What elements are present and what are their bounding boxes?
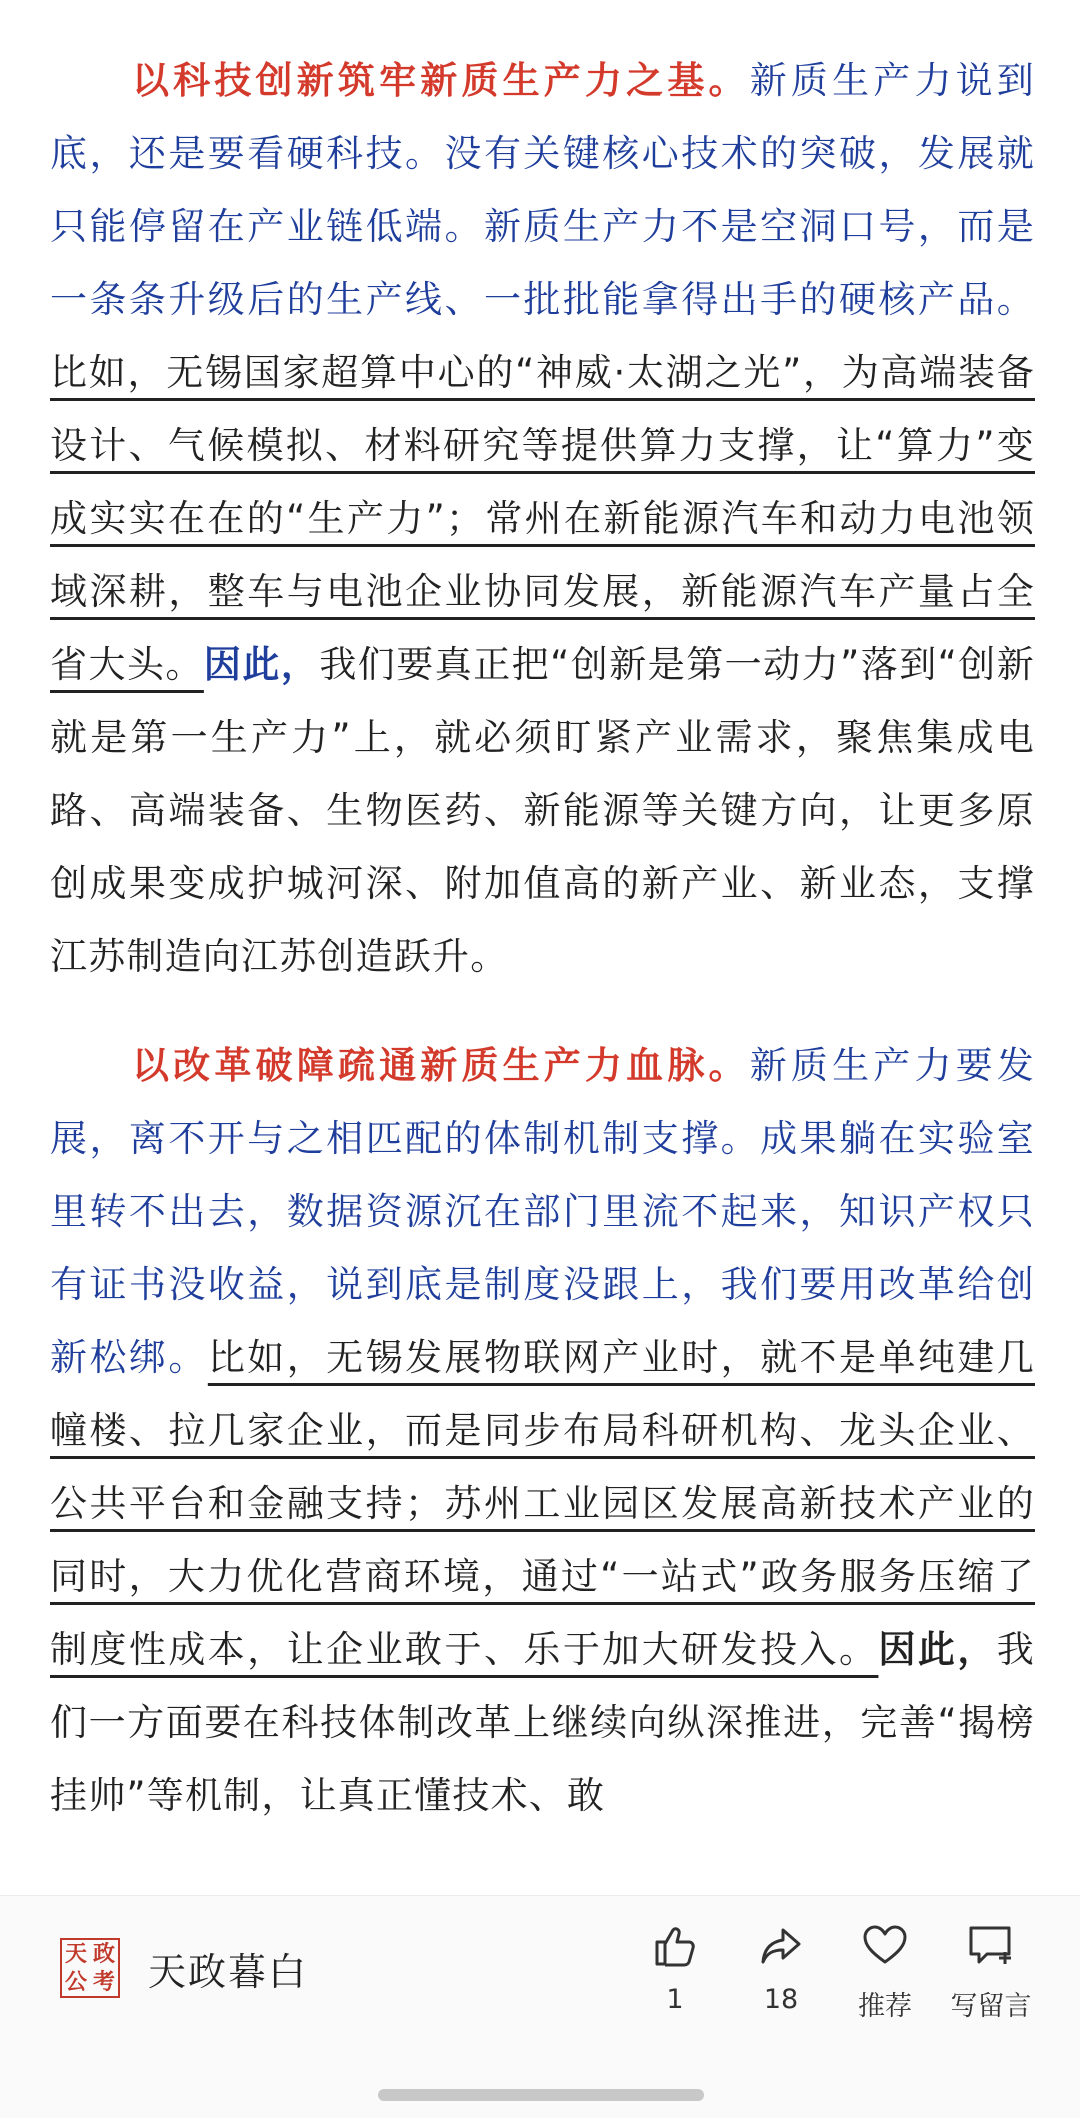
like-button[interactable]: [630, 1922, 720, 2015]
action-buttons: [630, 1922, 1050, 2022]
therefore-label: 因此，: [878, 1628, 997, 1671]
body-text: 我们一方面要在科技体制改革上继续向纵深推进，完善“揭榜挂帅”等机制，让真正懂技术、敢: [50, 1628, 1035, 1817]
article-body: [50, 44, 1035, 1868]
logo-char: 考: [92, 1969, 115, 1995]
recommend-button[interactable]: [840, 1922, 930, 2023]
paragraph-reform: [50, 1029, 1035, 1832]
punctuation: 。: [168, 1336, 208, 1379]
paragraph-tech-innovation: [50, 44, 1035, 993]
like-count: 1: [666, 1984, 684, 2015]
underlined-example: 比如，无锡国家超算中心的“神威·太湖之光”，为高端装备设计、气候模拟、材料研究等提供算力支撑，让“算力”变成实实在在的“生产力”；常州在新能源汽车和动力电池领域深耕，整车与电池企业协同发展，新能源汽车产量占全省大头。: [50, 351, 1035, 686]
highlighted-text: 新质生产力说到底，还是要看硬科技。没有关键核心技术的突破，发展就只能停留在产业链低端。新质生产力不是空洞口号，而是一条条升级后的生产线、一批批能拿得出手的硬核产品: [50, 59, 1036, 321]
logo-char: 天: [64, 1941, 87, 1967]
paragraph-heading: 以改革破障疏通新质生产力血脉。: [132, 1044, 750, 1087]
author-logo[interactable]: [60, 1938, 120, 1998]
bottom-action-bar: [0, 1895, 1080, 2118]
comment-label: 写留言: [950, 1991, 1032, 2022]
logo-char: 公: [64, 1969, 87, 1995]
recommend-label: 推荐: [858, 1991, 912, 2022]
comment-icon: [965, 1922, 1017, 1970]
therefore-label: 因此，: [203, 643, 320, 686]
home-indicator[interactable]: [378, 2089, 704, 2101]
share-count: 18: [763, 1984, 799, 2015]
logo-char: 政: [92, 1941, 115, 1967]
punctuation: 。: [996, 278, 1035, 321]
highlighted-text: 新质生产力要发展，离不开与之相匹配的体制机制支撑。成果躺在实验室里转不出去，数据资源沉在部门里流不起来，知识产权只有证书没收益，说到底是制度没跟上，我们要用改革给创新松绑: [50, 1044, 1036, 1379]
author-name[interactable]: 天政暮白: [148, 1949, 309, 1994]
body-text: 我们要真正把“创新是第一动力”落到“创新就是第一生产力”上，就必须盯紧产业需求，聚焦集成电路、高端装备、生物医药、新能源等关键方向，让更多原创成果变成护城河深、附加值高的新产业、新业态，支撑江苏制造向江苏创造跃升。: [50, 643, 1035, 978]
share-button[interactable]: [736, 1922, 826, 2015]
share-icon: [757, 1922, 805, 1970]
underlined-example: 比如，无锡发展物联网产业时，就不是单纯建几幢楼、拉几家企业，而是同步布局科研机构、龙头企业、公共平台和金融支持；苏州工业园区发展高新技术产业的同时，大力优化营商环境，通过“一站式”政务服务压缩了制度性成本，让企业敢于、乐于加大研发投入。: [50, 1336, 1035, 1671]
thumbs-up-icon: [651, 1922, 699, 1970]
heart-icon: [861, 1922, 909, 1970]
paragraph-heading: 以科技创新筑牢新质生产力之基。: [132, 59, 750, 102]
author-info[interactable]: [60, 1938, 308, 1998]
comment-button[interactable]: [946, 1922, 1036, 2023]
